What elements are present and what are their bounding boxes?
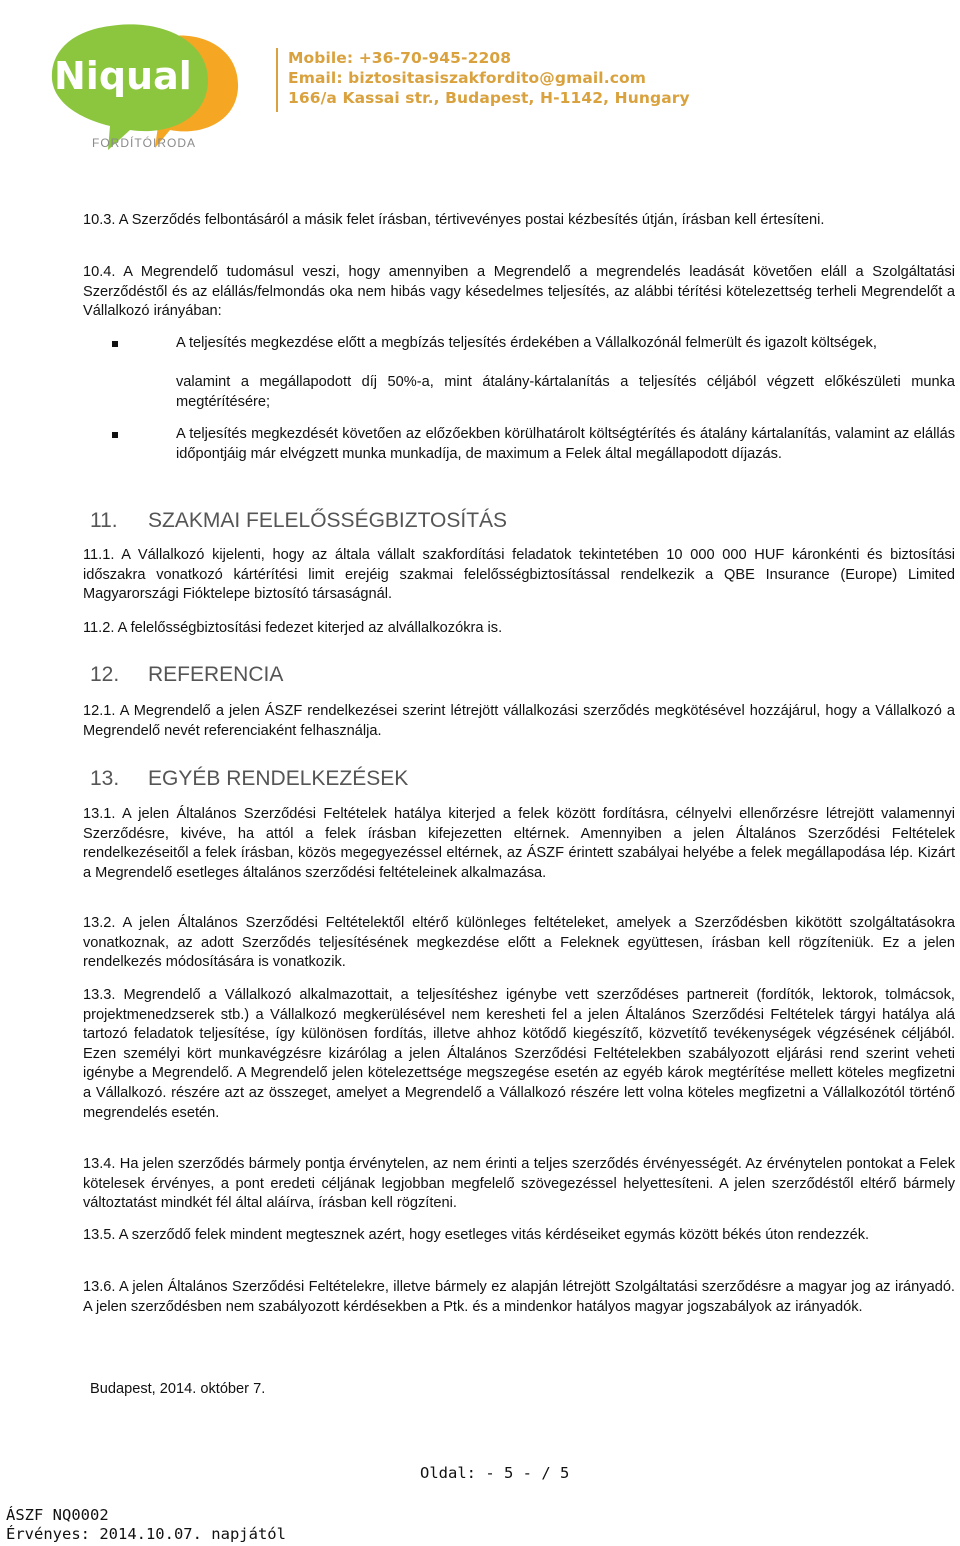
section-heading-12 — [90, 662, 283, 688]
paragraph-11-2: 11.2. A felelősségbiztosítási fedezet kiterjed az alvállalkozókra is. — [83, 620, 503, 636]
paragraph-10-4: 10.4. A Megrendelő tudomásul veszi, hogy amennyiben a Megrendelő a megrendelés leadását követően eláll a Szolgáltatási Szerződéstől és az elállás/felmondás oka nem hibás vagy késedelmes teljesítés, az alábbi térítési kötelezettség terheli Megrendelőt a Vállalkozó irányában: — [83, 264, 955, 320]
contact-email: Email: biztositasiszakfordito@gmail.com — [288, 69, 646, 87]
heading-number: 13. — [90, 767, 120, 790]
logo-subtext: FORDÍTÓIRODA — [92, 136, 196, 150]
heading-title: REFERENCIA — [148, 663, 284, 686]
paragraph-13-3: 13.3. Megrendelő a Vállalkozó alkalmazottait, a teljesítéshez igénybe vett szerződéses partnereit (fordítók, lektorok, tolmácsok, projektmenedzserek stb.) a Vállalkozó megkerülésével nem keresheti fel a jelen Általános Szerződési Feltételek tárgyi hatálya alá tartozó feladatok teljesítése, így különösen fordítás, illetve ahhoz kötődő kiegészítő, közvetítő tevékenységek végzésének céljából. Ezen személyi kört munkavégzésre kizárólag a jelen Általános Szerződési Feltételekben szabályozott eljárási rend szerint veheti igénybe a Megrendelő. A Megrendelő jelen kötelezettsége megszegése esetén az egyéb károk megtérítése mellett köteles megfizetni a Vállalkozó. részére azt az összeget, amelyet a Megrendelő a Vállalkozó részére lett volna köteles megfizetni a Vállalkozótól történő megrendelés esetén. — [83, 987, 955, 1121]
paragraph-13-4: 13.4. Ha jelen szerződés bármely pontja érvénytelen, az nem érinti a teljes szerződés érvényességét. Az érvénytelen pontokat a Felek kötelesek érvényes, a pont eredeti céljának legjobban megfelelő szövegezéssel helyettesíteni. A jelen szerződéstől eltérő bármely változtatást mindkét fél által aláírva, írásban kell rögzíteni. — [83, 1156, 955, 1212]
heading-number: 11. — [90, 509, 118, 532]
page-number: Oldal: - 5 - / 5 — [420, 1464, 570, 1482]
signature-place-date: Budapest, 2014. október 7. — [90, 1381, 266, 1397]
section-heading-11 — [90, 508, 507, 534]
contact-address: 166/a Kassai str., Budapest, H-1142, Hungary — [288, 89, 690, 107]
document-code: ÁSZF NQ0002 — [6, 1506, 109, 1524]
contact-block — [288, 48, 690, 108]
heading-title: SZAKMAI FELELŐSSÉGBIZTOSÍTÁS — [148, 509, 508, 532]
paragraph-13-6: 13.6. A jelen Általános Szerződési Feltételekre, illetve bármely ez alapján létrejött Szolgáltatási szerződésre a magyar jog az irányadó. A jelen szerződésben nem szabályozott kérdésekben a Ptk. és a mindenkor hatályos magyar jogszabályok az irányadók. — [83, 1279, 955, 1315]
bullet-item-2: A teljesítés megkezdését követően az előzőekben körülhatárolt költségtérítés és átalány kártalanítás, valamint az elállás időpontjáig már elvégzett munka munkadíja, de maximum a Felek által megállapodott díjazás. — [176, 426, 955, 462]
paragraph-13-1: 13.1. A jelen Általános Szerződési Feltételek hatálya kiterjed a felek között fordításra, célnyelvi ellenőrzésre létrejött valamennyi Szerződésre, kivéve, ha attól a felek írásban kifejezetten eltérnek. Amennyiben a jelen Általános Szerződési Feltételek rendelkezéseitől a felek írásban, közös megegyezéssel eltérnek, az ÁSZF érintett szabályai helyébe a felek megállapodása lép. Kizárt a Megrendelő esetleges általános szerződési feltételeinek alkalmazása. — [83, 806, 955, 881]
paragraph-13-5: 13.5. A szerződő felek mindent megtesznek azért, hogy esetleges vitás kérdéseiket egymás között békés úton rendezzék. — [83, 1227, 870, 1243]
paragraph-12-1: 12.1. A Megrendelő a jelen ÁSZF rendelkezései szerint létrejött vállalkozási szerződés megkötésével hozzájárul, hogy a Vállalkozó a Megrendelő nevét referenciaként felhasználja. — [83, 703, 955, 739]
heading-number: 12. — [90, 663, 120, 686]
paragraph-10-3: 10.3. A Szerződés felbontásáról a másik felet írásban, tértivevényes postai kézbesítés útján, írásban kell értesíteni. — [83, 212, 825, 228]
bullet-item-1: A teljesítés megkezdése előtt a megbízás teljesítés érdekében a Vállalkozónál felmerült és igazolt költségek, — [176, 335, 877, 351]
logo-text: Niqual — [54, 54, 192, 98]
header-divider — [276, 48, 278, 112]
validity-date: Érvényes: 2014.10.07. napjától — [6, 1525, 286, 1543]
bullet-marker — [112, 432, 118, 438]
paragraph-13-2: 13.2. A jelen Általános Szerződési Feltételektől eltérő különleges feltételeket, amelyek a Szerződésben kikötött szolgáltatásokra vonatkoznak, az adott Szerződés teljesítésének megkezdése előtt a Feleknek együttesen, írásban kell rögzíteniük. Ez a jelen rendelkezés módosítására is vonatkozik. — [83, 915, 955, 971]
contact-mobile: Mobile: +36-70-945-2208 — [288, 49, 512, 67]
bullet-marker — [112, 341, 118, 347]
heading-title: EGYÉB RENDELKEZÉSEK — [148, 767, 409, 790]
bullet-item-1-continued: valamint a megállapodott díj 50%-a, mint átalány-kártalanítás a teljesítés céljából végzett előkészületi munka megtérítésére; — [176, 374, 955, 410]
company-logo — [40, 18, 270, 158]
paragraph-11-1: 11.1. A Vállalkozó kijelenti, hogy az általa vállalt szakfordítási feladatok tekintetében 10 000 000 HUF káronkénti és biztosítási időszakra vonatkozó kártérítési limit erejéig szakmai felelősségbiztosítással rendelkezik a QBE Insurance (Europe) Limited Magyarországi Fióktelepe biztosító társaságnál. — [83, 547, 955, 603]
section-heading-13 — [90, 766, 408, 792]
